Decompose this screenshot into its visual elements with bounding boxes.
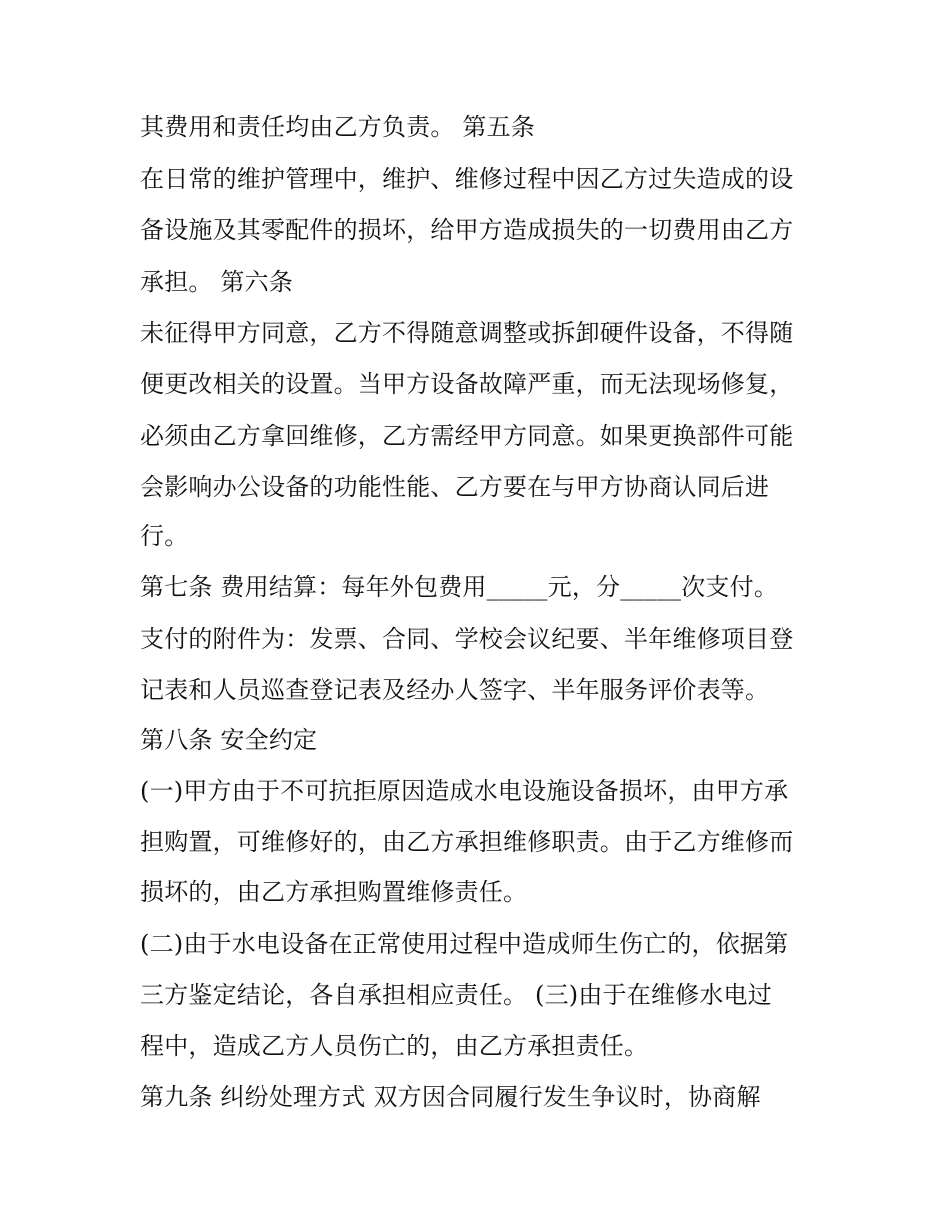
text-line: (一)甲方由于不可抗拒原因造成水电设施设备损坏，由甲方承	[140, 777, 789, 805]
text-line: 第九条 纠纷处理方式 双方因合同履行发生争议时，协商解	[140, 1083, 761, 1111]
text-line: 损坏的，由乙方承担购置维修责任。	[140, 878, 528, 906]
text-line: 第八条 安全约定	[140, 726, 318, 754]
text-line: 担购置，可维修好的，由乙方承担维修职责。由于乙方维修而	[140, 828, 794, 856]
text-line: 支付的附件为：发票、合同、学校会议纪要、半年维修项目登	[140, 625, 794, 653]
text-line: 行。	[140, 522, 189, 550]
text-line: 三方鉴定结论，各自承担相应责任。 (三)由于在维修水电过	[140, 981, 772, 1009]
text-line: (二)由于水电设备在正常使用过程中造成师生伤亡的，依据第	[140, 930, 789, 958]
text-line: 程中，造成乙方人员伤亡的，由乙方承担责任。	[140, 1032, 649, 1060]
text-line: 第七条 费用结算：每年外包费用_____元，分_____次支付。	[140, 573, 779, 601]
text-line: 承担。 第六条	[140, 268, 294, 296]
text-line: 记表和人员巡查登记表及经办人签字、半年服务评价表等。	[140, 676, 770, 704]
text-line: 必须由乙方拿回维修，乙方需经甲方同意。如果更换部件可能	[140, 422, 794, 450]
text-line: 未征得甲方同意，乙方不得随意调整或拆卸硬件设备，不得随	[140, 319, 794, 347]
text-line: 会影响办公设备的功能性能、乙方要在与甲方协商认同后进	[140, 473, 770, 501]
text-line: 在日常的维护管理中，维护、维修过程中因乙方过失造成的设	[140, 165, 794, 193]
text-line: 备设施及其零配件的损坏，给甲方造成损失的一切费用由乙方	[140, 216, 794, 244]
text-line: 其费用和责任均由乙方负责。 第五条	[140, 113, 536, 141]
text-line: 便更改相关的设置。当甲方设备故障严重，而无法现场修复，	[140, 370, 794, 398]
